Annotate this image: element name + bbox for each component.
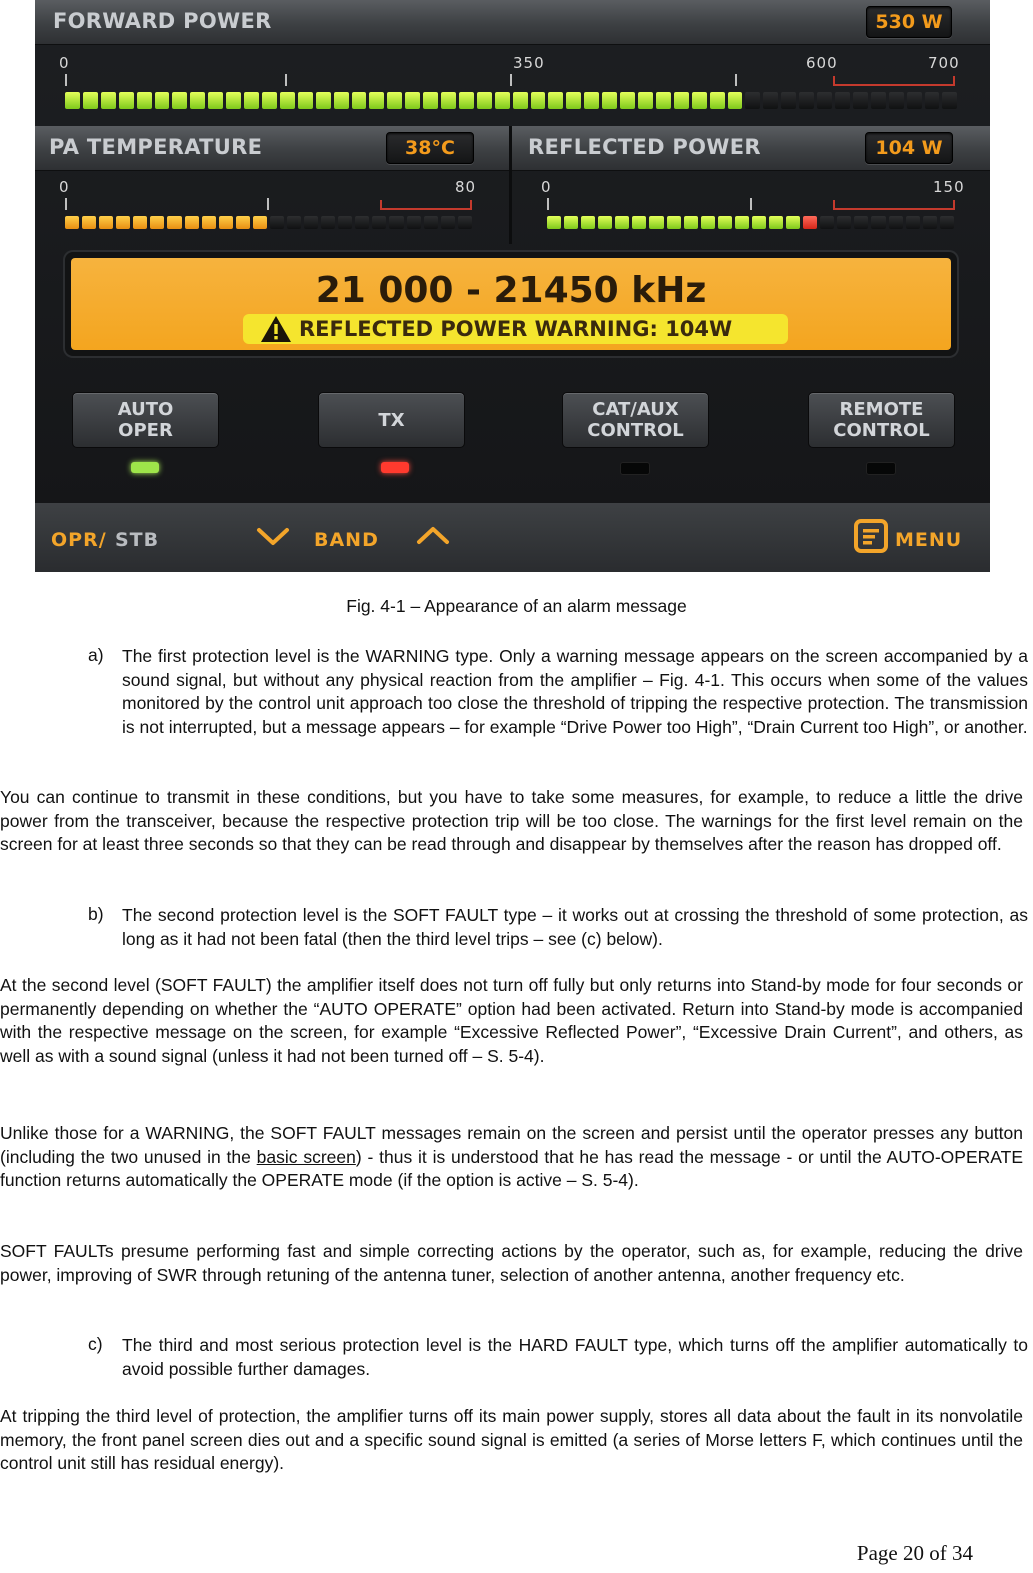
opr-label: OPR/ [51, 529, 107, 551]
meter-segment [167, 216, 181, 229]
meter-segment [190, 92, 205, 109]
meter-segment [735, 216, 749, 229]
meter-segment [547, 216, 561, 229]
meter-segment [638, 92, 653, 109]
remote-control-led [866, 462, 896, 475]
meter-segment [280, 92, 295, 109]
band-up-chevron-icon[interactable] [416, 525, 450, 545]
forward-tick [510, 74, 512, 86]
menu-label: MENU [895, 529, 963, 551]
meter-segment [321, 216, 335, 229]
forward-scale-0: 0 [59, 54, 70, 72]
pa-temperature-meter [65, 216, 475, 229]
item-a-text: The first protection level is the WARNING type. Only a warning message appears on the screen accompanied by a sound signal, but without any physical reaction from the amplifier – Fig. 4-1. This occurs when some of the values monitored by the control unit approach too close the threshold of tripping the respective protection. The transmission is not interrupted, but a message appears – for example “Drive Power too High”, “Drain Current too High”, or another. [122, 646, 1028, 737]
meter-segment [119, 92, 134, 109]
meter-segment [803, 216, 817, 229]
meter-segment [82, 216, 96, 229]
forward-scale-600: 600 [806, 54, 838, 72]
paragraph-2: At the second level (SOFT FAULT) the amplifier itself does not turn off fully but only returns into Stand-by mode for four seconds or permanently depending on whether the “AUTO OPERATE” option had been activated. Return into Stand-by mode is accompanied with the respective message on the screen, for example “Excessive Reflected Power”, “Excessive Drain Current”, and others, as well as with a sound signal (unless it had not been turned off – S. 5-4). [0, 975, 1023, 1066]
meter-segment [387, 92, 402, 109]
forward-power-title: FORWARD POWER [53, 9, 272, 33]
warning-message [243, 314, 788, 344]
meter-segment [925, 92, 940, 109]
page-number: Page 20 of 34 [856, 1541, 973, 1565]
temp-danger-zone [380, 200, 472, 210]
meter-segment [889, 92, 904, 109]
temp-tick [65, 198, 67, 210]
forward-power-value: 530 W [866, 6, 952, 38]
meter-segment [101, 92, 116, 109]
meter-segment [674, 92, 689, 109]
meter-segment [262, 92, 277, 109]
auto-oper-button[interactable]: AUTO OPER [72, 392, 219, 448]
meter-segment [799, 92, 814, 109]
reflected-tick [750, 198, 752, 210]
meter-segment [615, 216, 629, 229]
meter-segment [710, 92, 725, 109]
meter-segment [389, 216, 403, 229]
meter-segment [837, 216, 851, 229]
meter-segment [598, 216, 612, 229]
meter-segment [752, 216, 766, 229]
pa-temperature-unit: °C [431, 137, 455, 159]
meter-segment [133, 216, 147, 229]
temp-tick [267, 198, 269, 210]
meter-segment [817, 92, 832, 109]
meter-segment [99, 216, 113, 229]
meter-segment [940, 216, 954, 229]
paragraph-4: SOFT FAULTs presume performing fast and simple correcting actions by the operator, such as, for example, reducing the drive power, improving of SWR through retuning of the antenna tuner, selection of another antenna, another frequency etc. [0, 1241, 1023, 1285]
pa-temperature-number: 38 [405, 137, 432, 159]
forward-tick [735, 74, 737, 86]
meter-segment [459, 92, 474, 109]
frequency-text: 21 000 - 21450 kHz [315, 270, 707, 311]
bottom-toolbar [35, 503, 990, 572]
meter-segment [871, 92, 886, 109]
meter-segment [137, 92, 152, 109]
cat-aux-led [620, 462, 650, 475]
frequency-display [65, 252, 957, 356]
figure-caption: Fig. 4-1 – Appearance of an alarm message [346, 596, 687, 616]
meter-segment [226, 92, 241, 109]
warning-triangle-icon [259, 314, 293, 344]
meter-segment [728, 92, 743, 109]
forward-power-header [35, 0, 990, 45]
paragraph-3-start: Unlike those for a WARNING, the SOFT FAULT messages remain on the screen and persist until the operator presses any button (including the two unused in the [0, 1123, 1023, 1167]
list-marker-c: c) [88, 1334, 103, 1354]
band-down-chevron-icon[interactable] [256, 527, 290, 547]
meter-segment [372, 216, 386, 229]
forward-tick [65, 74, 67, 86]
meter-segment [150, 216, 164, 229]
meter-segment [907, 92, 922, 109]
paragraph-3 [0, 1122, 1023, 1193]
meter-segment [441, 92, 456, 109]
warning-text: REFLECTED POWER WARNING: 104W [299, 317, 733, 341]
reflected-scale-0: 0 [541, 178, 552, 196]
meter-segment [441, 216, 455, 229]
meter-segment [253, 216, 267, 229]
forward-power-meter [65, 92, 961, 109]
meter-segment [584, 92, 599, 109]
reflected-power-value: 104 W [865, 132, 953, 164]
meter-segment [219, 216, 233, 229]
meter-segment [781, 92, 796, 109]
meter-segment [820, 216, 834, 229]
meter-segment [513, 92, 528, 109]
forward-scale-350: 350 [513, 54, 545, 72]
meter-segment [835, 92, 850, 109]
list-marker-a: a) [88, 645, 104, 665]
reflected-scale-150: 150 [933, 178, 965, 196]
item-c-text: The third and most serious protection level is the HARD FAULT type, which turns off the amplifier automatically to avoid possible further damages. [122, 1335, 1028, 1379]
meter-segment [185, 216, 199, 229]
pa-temperature-title: PA TEMPERATURE [49, 135, 263, 159]
paragraph-5: At tripping the third level of protection, the amplifier turns off its main power supply, stores all data about the fault in its nonvolatile memory, the front panel screen dies out and a specific sound signal is emitted (a series of Morse letters F, which continues until the control unit still has residual energy). [0, 1406, 1023, 1473]
meter-segment [172, 92, 187, 109]
temp-scale-80: 80 [455, 178, 477, 196]
meter-segment [202, 216, 216, 229]
reflected-tick [547, 198, 549, 210]
meter-segment [906, 216, 920, 229]
meter-segment [369, 92, 384, 109]
meter-segment [155, 92, 170, 109]
tx-led [381, 462, 409, 473]
meter-segment [745, 92, 760, 109]
meter-segment [423, 92, 438, 109]
tx-button[interactable]: TX [318, 392, 465, 448]
meter-segment [531, 92, 546, 109]
forward-tick [285, 74, 287, 86]
list-marker-b: b) [88, 904, 104, 924]
meter-segment [656, 92, 671, 109]
cat-aux-control-button[interactable]: CAT/AUX CONTROL [562, 392, 709, 448]
reflected-power-header [512, 126, 990, 171]
meter-segment [65, 92, 80, 109]
band-label: BAND [314, 529, 379, 551]
remote-control-button[interactable]: REMOTE CONTROL [808, 392, 955, 448]
meter-segment [581, 216, 595, 229]
meter-segment [684, 216, 698, 229]
paragraph-3-end: ) - thus it is understood that he has read the message - or until the AUTO-OPERATE function returns automatically the OPERATE mode (if the option is active – S. 5-4). [0, 1146, 1023, 1190]
meter-segment [923, 216, 937, 229]
meter-segment [854, 216, 868, 229]
meter-segment [477, 92, 492, 109]
meter-segment [65, 216, 79, 229]
reflected-power-meter [547, 216, 957, 229]
meter-segment [405, 92, 420, 109]
meter-segment [298, 92, 313, 109]
meter-segment [304, 216, 318, 229]
meter-segment [548, 92, 563, 109]
meter-segment [208, 92, 223, 109]
reflected-power-title: REFLECTED POWER [528, 135, 761, 159]
meter-segment [244, 92, 259, 109]
item-b-text: The second protection level is the SOFT FAULT type – it works out at crossing the threshold of some protection, as long as it had not been fatal (then the third level trips – see (c) below). [122, 905, 1028, 949]
menu-icon [853, 518, 889, 554]
meter-segment [667, 216, 681, 229]
meter-segment [853, 92, 868, 109]
meter-segment [424, 216, 438, 229]
meter-segment [632, 216, 646, 229]
meter-segment [649, 216, 663, 229]
auto-oper-led [131, 462, 159, 473]
meter-segment [871, 216, 885, 229]
meter-segment [116, 216, 130, 229]
meter-segment [692, 92, 707, 109]
meter-segment [763, 92, 778, 109]
meter-segment [355, 216, 369, 229]
frequency-display-face [71, 258, 951, 350]
meter-segment [566, 92, 581, 109]
reflected-danger-zone [833, 200, 955, 210]
meter-segment [338, 216, 352, 229]
meter-segment [287, 216, 301, 229]
pa-temperature-header [35, 126, 509, 171]
meter-segment [236, 216, 250, 229]
basic-screen-link[interactable]: basic screen [256, 1146, 356, 1167]
paragraph-1: You can continue to transmit in these conditions, but you have to take some measures, for example, to reduce a little the drive power from the transceiver, because the respective protection trip will be too close. The warnings for the first level remain on the screen for at least three seconds so that they can be read through and disappear by themselves after the reason has dropped off. [0, 787, 1023, 854]
meter-segment [718, 216, 732, 229]
meter-segment [602, 92, 617, 109]
meter-segment [352, 92, 367, 109]
opr-stb-button[interactable] [49, 503, 189, 572]
meter-segment [701, 216, 715, 229]
meter-segment [458, 216, 472, 229]
pa-temperature-value [386, 132, 474, 164]
menu-button[interactable] [849, 513, 979, 563]
amplifier-screen [35, 0, 990, 572]
forward-scale-700: 700 [928, 54, 960, 72]
meter-segment [334, 92, 349, 109]
stb-label: STB [115, 529, 160, 551]
meter-segment [786, 216, 800, 229]
forward-danger-zone [833, 76, 955, 86]
meter-segment [270, 216, 284, 229]
meter-segment [407, 216, 421, 229]
meter-segment [942, 92, 957, 109]
meter-segment [495, 92, 510, 109]
meter-segment [889, 216, 903, 229]
meter-segment [620, 92, 635, 109]
meter-segment [83, 92, 98, 109]
meter-segment [564, 216, 578, 229]
meter-segment [769, 216, 783, 229]
temp-scale-0: 0 [59, 178, 70, 196]
meter-segment [316, 92, 331, 109]
